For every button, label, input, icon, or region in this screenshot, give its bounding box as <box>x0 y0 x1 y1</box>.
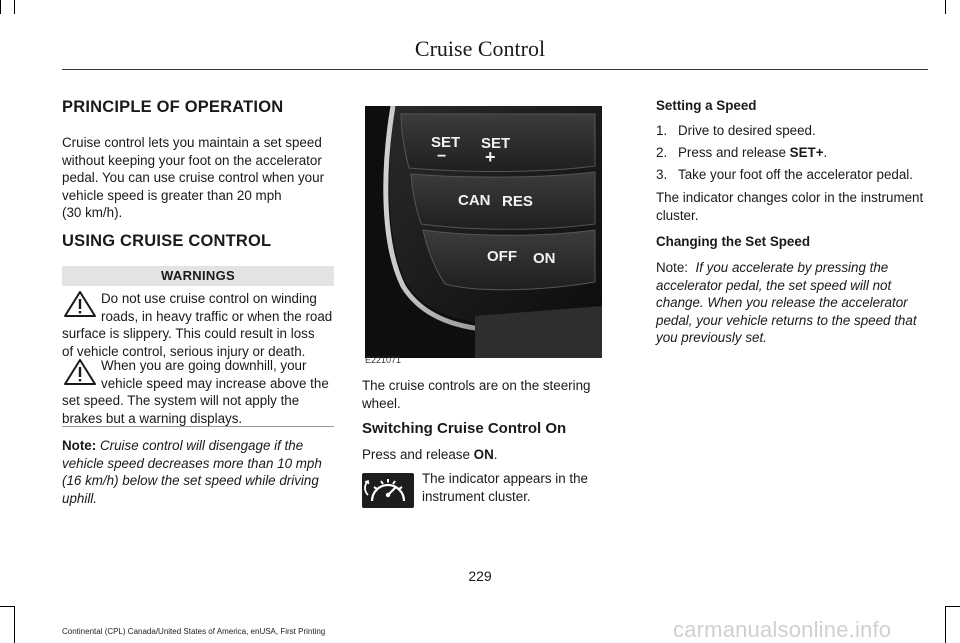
heading-principle-of-operation: PRINCIPLE OF OPERATION <box>62 98 284 116</box>
note-label: Note: <box>656 260 689 275</box>
cruise-control-indicator-icon <box>362 473 414 508</box>
text-line: surface is slippery. This could result in loss <box>62 326 315 341</box>
text-line: Cruise control will disengage if the <box>99 438 304 453</box>
heading-changing-the-set-speed: Changing the Set Speed <box>656 234 811 249</box>
warnings-title: WARNINGS <box>62 266 334 286</box>
text-line: set speed. The system will not apply the <box>62 393 300 408</box>
text-line: wheel. <box>362 395 401 411</box>
step-text: Take your foot off the accelerator pedal. <box>678 167 913 182</box>
plus-symbol: + <box>485 147 496 167</box>
crop-mark <box>945 0 946 14</box>
text-line: you previously set. <box>656 330 767 345</box>
text-line: If you accelerate by pressing the <box>695 260 889 275</box>
note-paragraph <box>656 259 936 347</box>
footer-printing-info: Continental (CPL) Canada/United States of America, enUSA, First Printing <box>62 627 326 636</box>
indicator-description <box>422 470 612 505</box>
heading-setting-a-speed: Setting a Speed <box>656 98 757 113</box>
text-span: . <box>493 447 498 462</box>
crop-mark <box>0 606 14 607</box>
header-rule <box>62 69 928 70</box>
crop-mark <box>14 0 15 14</box>
step-text: Press and release <box>678 145 790 160</box>
text-line: vehicle speed is greater than 20 mph <box>62 187 282 203</box>
step-number: 3. <box>656 167 668 182</box>
set-minus-button-label: SET <box>431 134 461 151</box>
warning-2 <box>62 357 342 427</box>
text-line: without keeping your foot on the accelerator <box>62 152 322 168</box>
text-line: The indicator changes color in the instrument <box>656 190 924 205</box>
text-line: The indicator appears in the <box>422 471 588 486</box>
text-line: vehicle speed may increase above the <box>101 375 329 391</box>
list-item <box>656 123 816 138</box>
step-text: Drive to desired speed. <box>678 123 816 138</box>
principle-paragraph <box>62 134 342 222</box>
warnings-end-rule <box>62 426 334 427</box>
note-paragraph <box>62 437 344 507</box>
steering-wheel-cruise-controls-figure <box>365 106 602 358</box>
text-line: pedal, your vehicle returns to the speed that <box>656 312 917 328</box>
text-line: accelerator pedal, the set speed will not <box>656 277 892 293</box>
text-line: vehicle speed decreases more than 10 mph <box>62 455 322 471</box>
text-line: of vehicle control, serious injury or death. <box>62 343 306 359</box>
page-header-title: Cruise Control <box>414 36 546 61</box>
text-line: When you are going downhill, your <box>101 358 307 373</box>
crop-mark <box>14 606 15 643</box>
on-button-ref: ON <box>473 447 494 462</box>
text-line: (30 km/h). <box>62 205 123 220</box>
minus-symbol: − <box>437 148 447 165</box>
text-line: The cruise controls are on the steering <box>362 378 591 393</box>
resume-button-label: RES <box>502 193 533 210</box>
note-label: Note: <box>62 438 97 453</box>
step-number: 2. <box>656 145 668 160</box>
off-button-label: OFF <box>487 248 517 265</box>
press-on-instruction <box>362 446 497 464</box>
warning-1 <box>62 290 342 360</box>
page-number: 229 <box>468 568 492 584</box>
text-line: Cruise control lets you maintain a set speed <box>62 135 322 150</box>
cancel-button-label: CAN <box>458 192 491 209</box>
crop-mark <box>945 606 946 643</box>
watermark: carmanualsonline.info <box>673 617 892 642</box>
set-plus-button-label: SET <box>481 135 511 152</box>
heading-using-cruise-control: USING CRUISE CONTROL <box>62 232 272 250</box>
text-line: brakes but a warning displays. <box>62 410 243 426</box>
on-button-label: ON <box>533 250 556 267</box>
text-line: instrument cluster. <box>422 488 531 504</box>
heading-switching-cruise-control-on: Switching Cruise Control On <box>362 420 567 437</box>
text-line: change. When you release the accelerator <box>656 295 908 310</box>
text-line: cluster. <box>656 207 699 223</box>
indicator-color-paragraph <box>656 189 936 224</box>
figure-caption <box>362 377 612 412</box>
step-number: 1. <box>656 123 668 138</box>
step-suffix: . <box>823 145 828 160</box>
list-item <box>656 145 827 160</box>
text-span: Press and release <box>362 447 474 462</box>
text-line: pedal. You can use cruise control when your <box>62 170 325 185</box>
text-line: roads, in heavy traffic or when the road <box>101 308 333 324</box>
crop-mark <box>946 606 960 607</box>
set-plus-button-ref: SET+ <box>789 145 824 160</box>
list-item <box>656 167 913 182</box>
figure-label: E221071 <box>365 355 402 365</box>
text-line: uphill. <box>62 490 97 506</box>
text-line: Do not use cruise control on winding <box>101 291 317 306</box>
text-line: (16 km/h) below the set speed while driving <box>62 473 319 488</box>
steering-wheel-illustration <box>365 106 602 358</box>
crop-mark <box>0 0 1 14</box>
